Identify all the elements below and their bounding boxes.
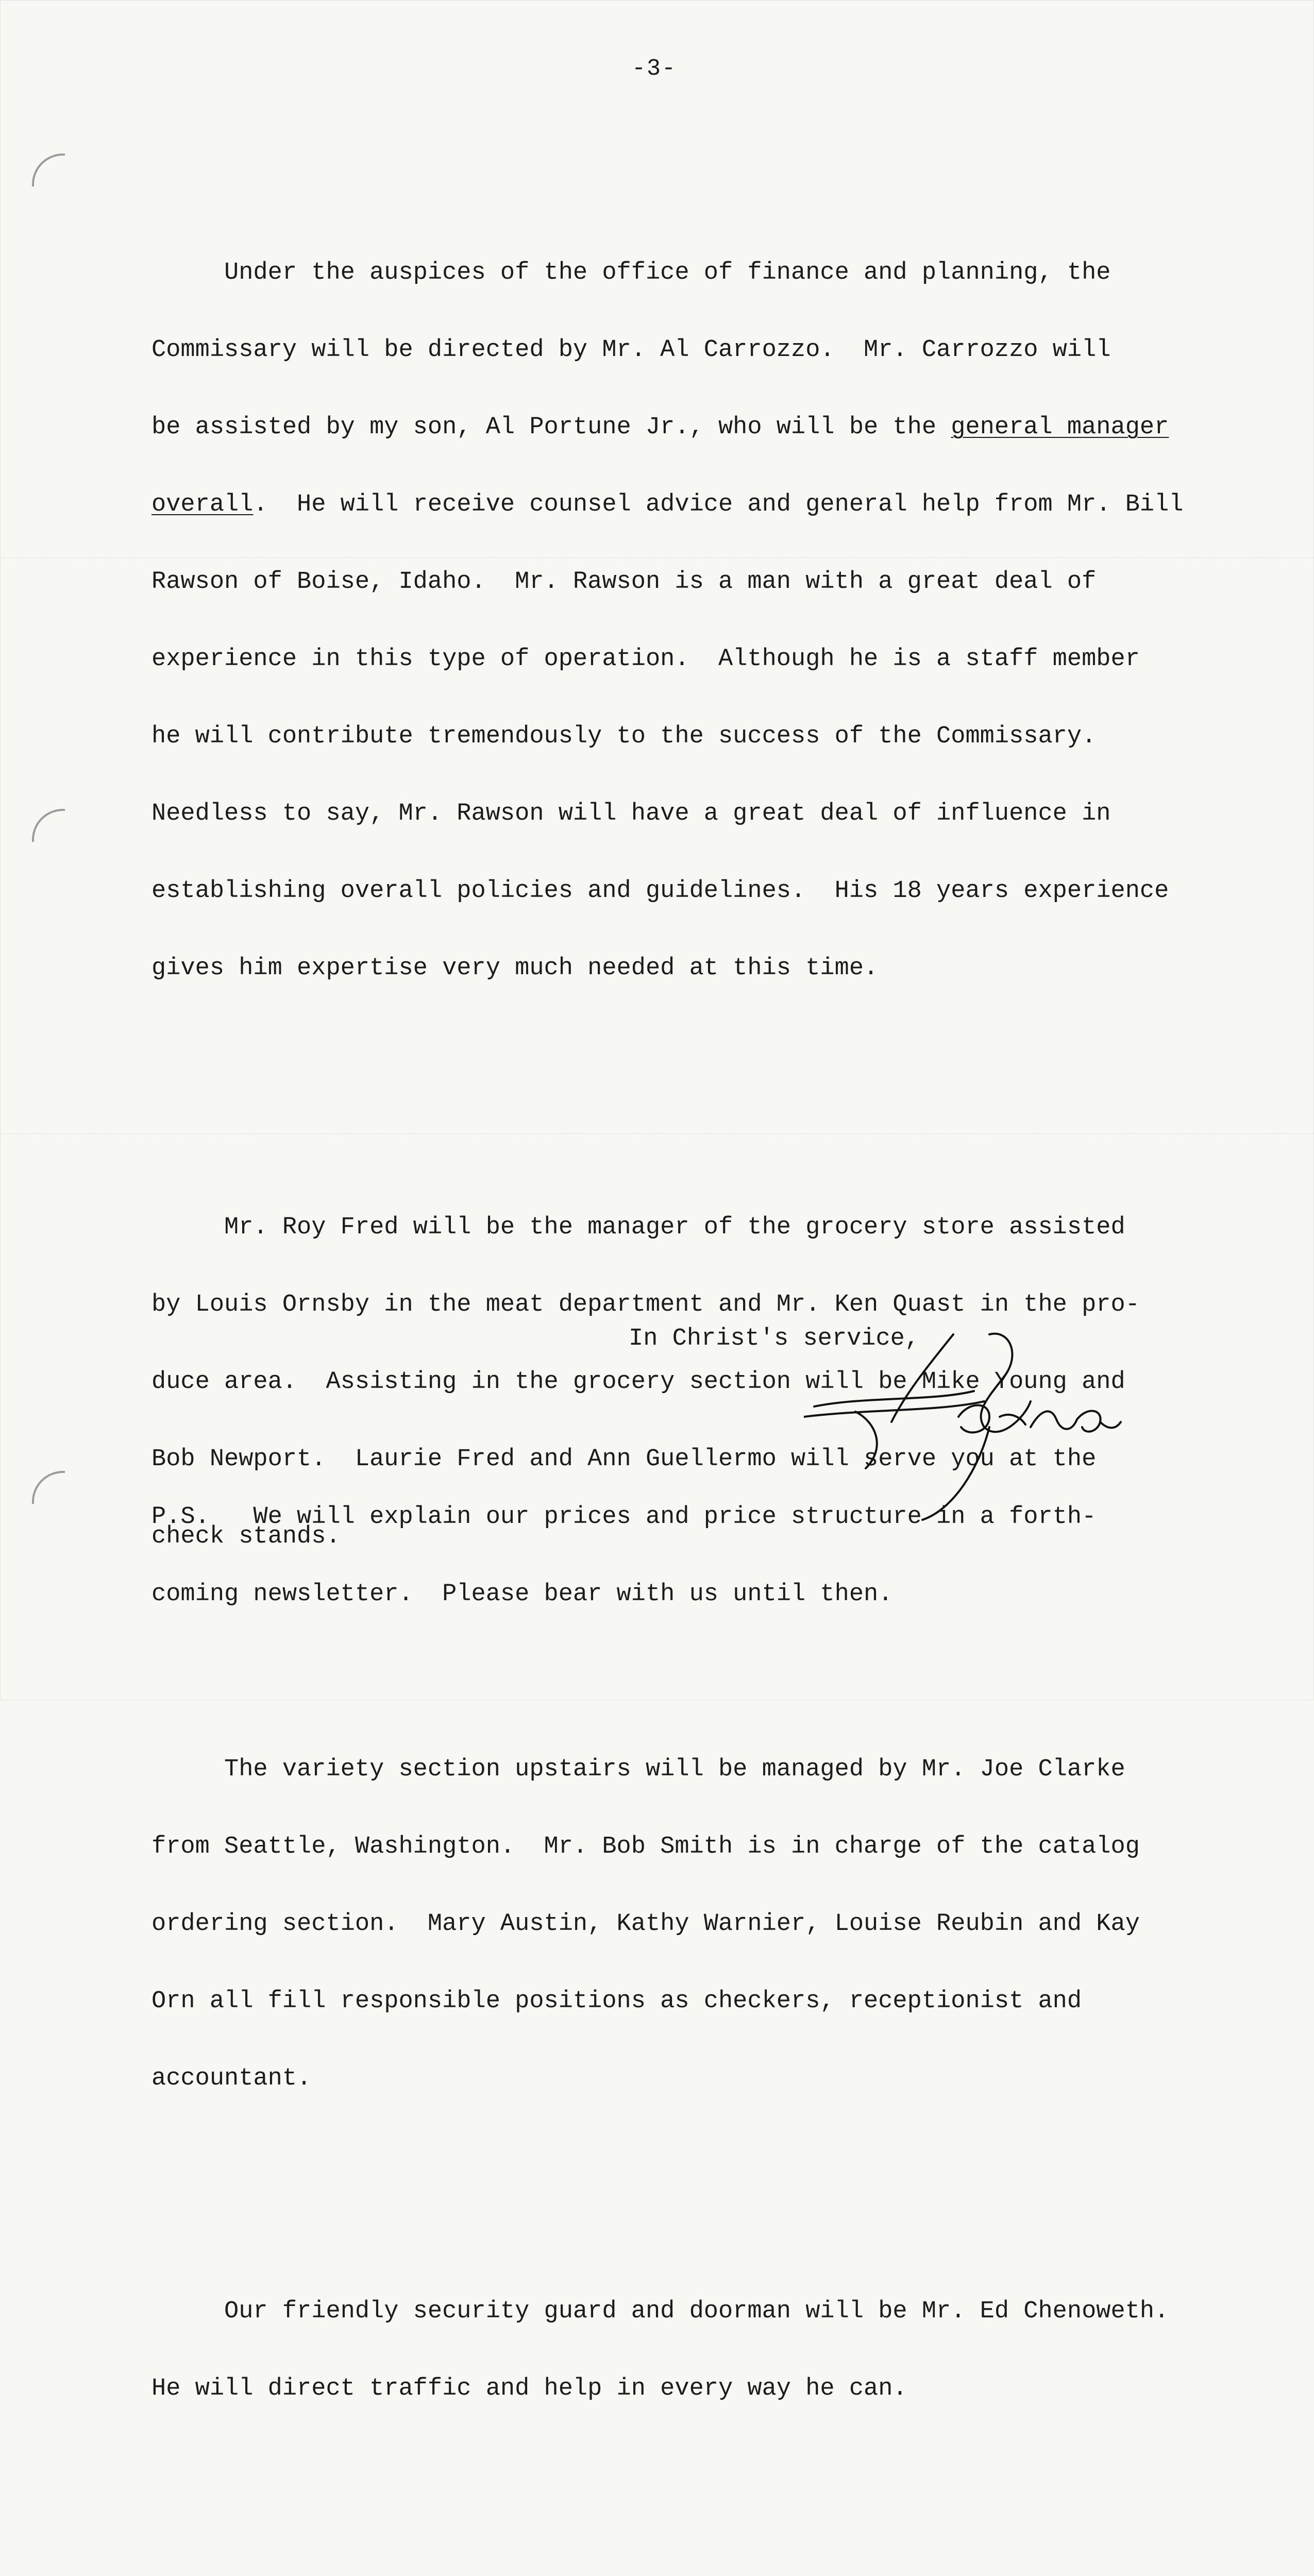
text-line: Our friendly security guard and doorman will be Mr. Ed Chenoweth. [151,2298,1169,2325]
text-line: check stands. [151,1523,341,1550]
text-line: Commissary will be directed by Mr. Al Carrozzo. Mr. Carrozzo will [151,336,1111,364]
letter-body [151,131,1298,2576]
text-line: He will direct traffic and help in every way he can. [151,2375,907,2402]
paragraph-security [151,2247,1298,2453]
text-line: accountant. [151,2065,312,2092]
text-line: experience in this type of operation. Although he is a staff member [151,646,1140,673]
text-line: gives him expertise very much needed at this time. [151,955,879,982]
text-line: from Seattle, Washington. Mr. Bob Smith is in charge of the catalog [151,1833,1140,1860]
text-line: ordering section. Mary Austin, Kathy Warnier, Louise Reubin and Kay [151,1910,1140,1938]
complimentary-close: In Christ's service, [629,1325,920,1352]
text-segment: . He will receive counsel advice and general help from Mr. Bill [253,491,1184,518]
text-line: coming newsletter. Please bear with us until then. [151,1581,893,1608]
text-line: establishing overall policies and guidelines. His 18 years experience [151,877,1169,905]
text-line: Needless to say, Mr. Rawson will have a great deal of influence in [151,800,1111,827]
text-line: by Louis Ornsby in the meat department and Mr. Ken Quast in the pro- [151,1291,1140,1318]
paragraph-parking [151,2557,1298,2576]
paragraph-management [151,209,1298,1033]
text-line: Mr. Roy Fred will be the manager of the grocery store assisted [151,1214,1125,1241]
text-line: he will contribute tremendously to the success of the Commissary. [151,723,1097,750]
text-line: Bob Newport. Laurie Fred and Ann Guellermo will serve you at the [151,1446,1097,1473]
underlined-phrase: general manager [951,414,1169,441]
text-line [151,492,1298,518]
text-segment: be assisted by my son, Al Portune Jr., who will be the [151,414,951,441]
postscript [151,1453,1096,1633]
underlined-phrase: overall [151,491,254,518]
text-line: duce area. Assisting in the grocery section will be Mike Young and [151,1368,1125,1396]
text-line [151,415,1298,440]
text-line: The variety section upstairs will be managed by Mr. Joe Clarke [151,1756,1125,1783]
page-number: -3- [632,56,677,82]
text-line: Under the auspices of the office of finance and planning, the [151,259,1111,286]
text-line: P.S. We will explain our prices and price structure in a forth- [151,1503,1097,1531]
text-line: Rawson of Boise, Idaho. Mr. Rawson is a man with a great deal of [151,568,1097,596]
paragraph-variety [151,1705,1298,2143]
text-line: Orn all fill responsible positions as checkers, receptionist and [151,1988,1082,2015]
